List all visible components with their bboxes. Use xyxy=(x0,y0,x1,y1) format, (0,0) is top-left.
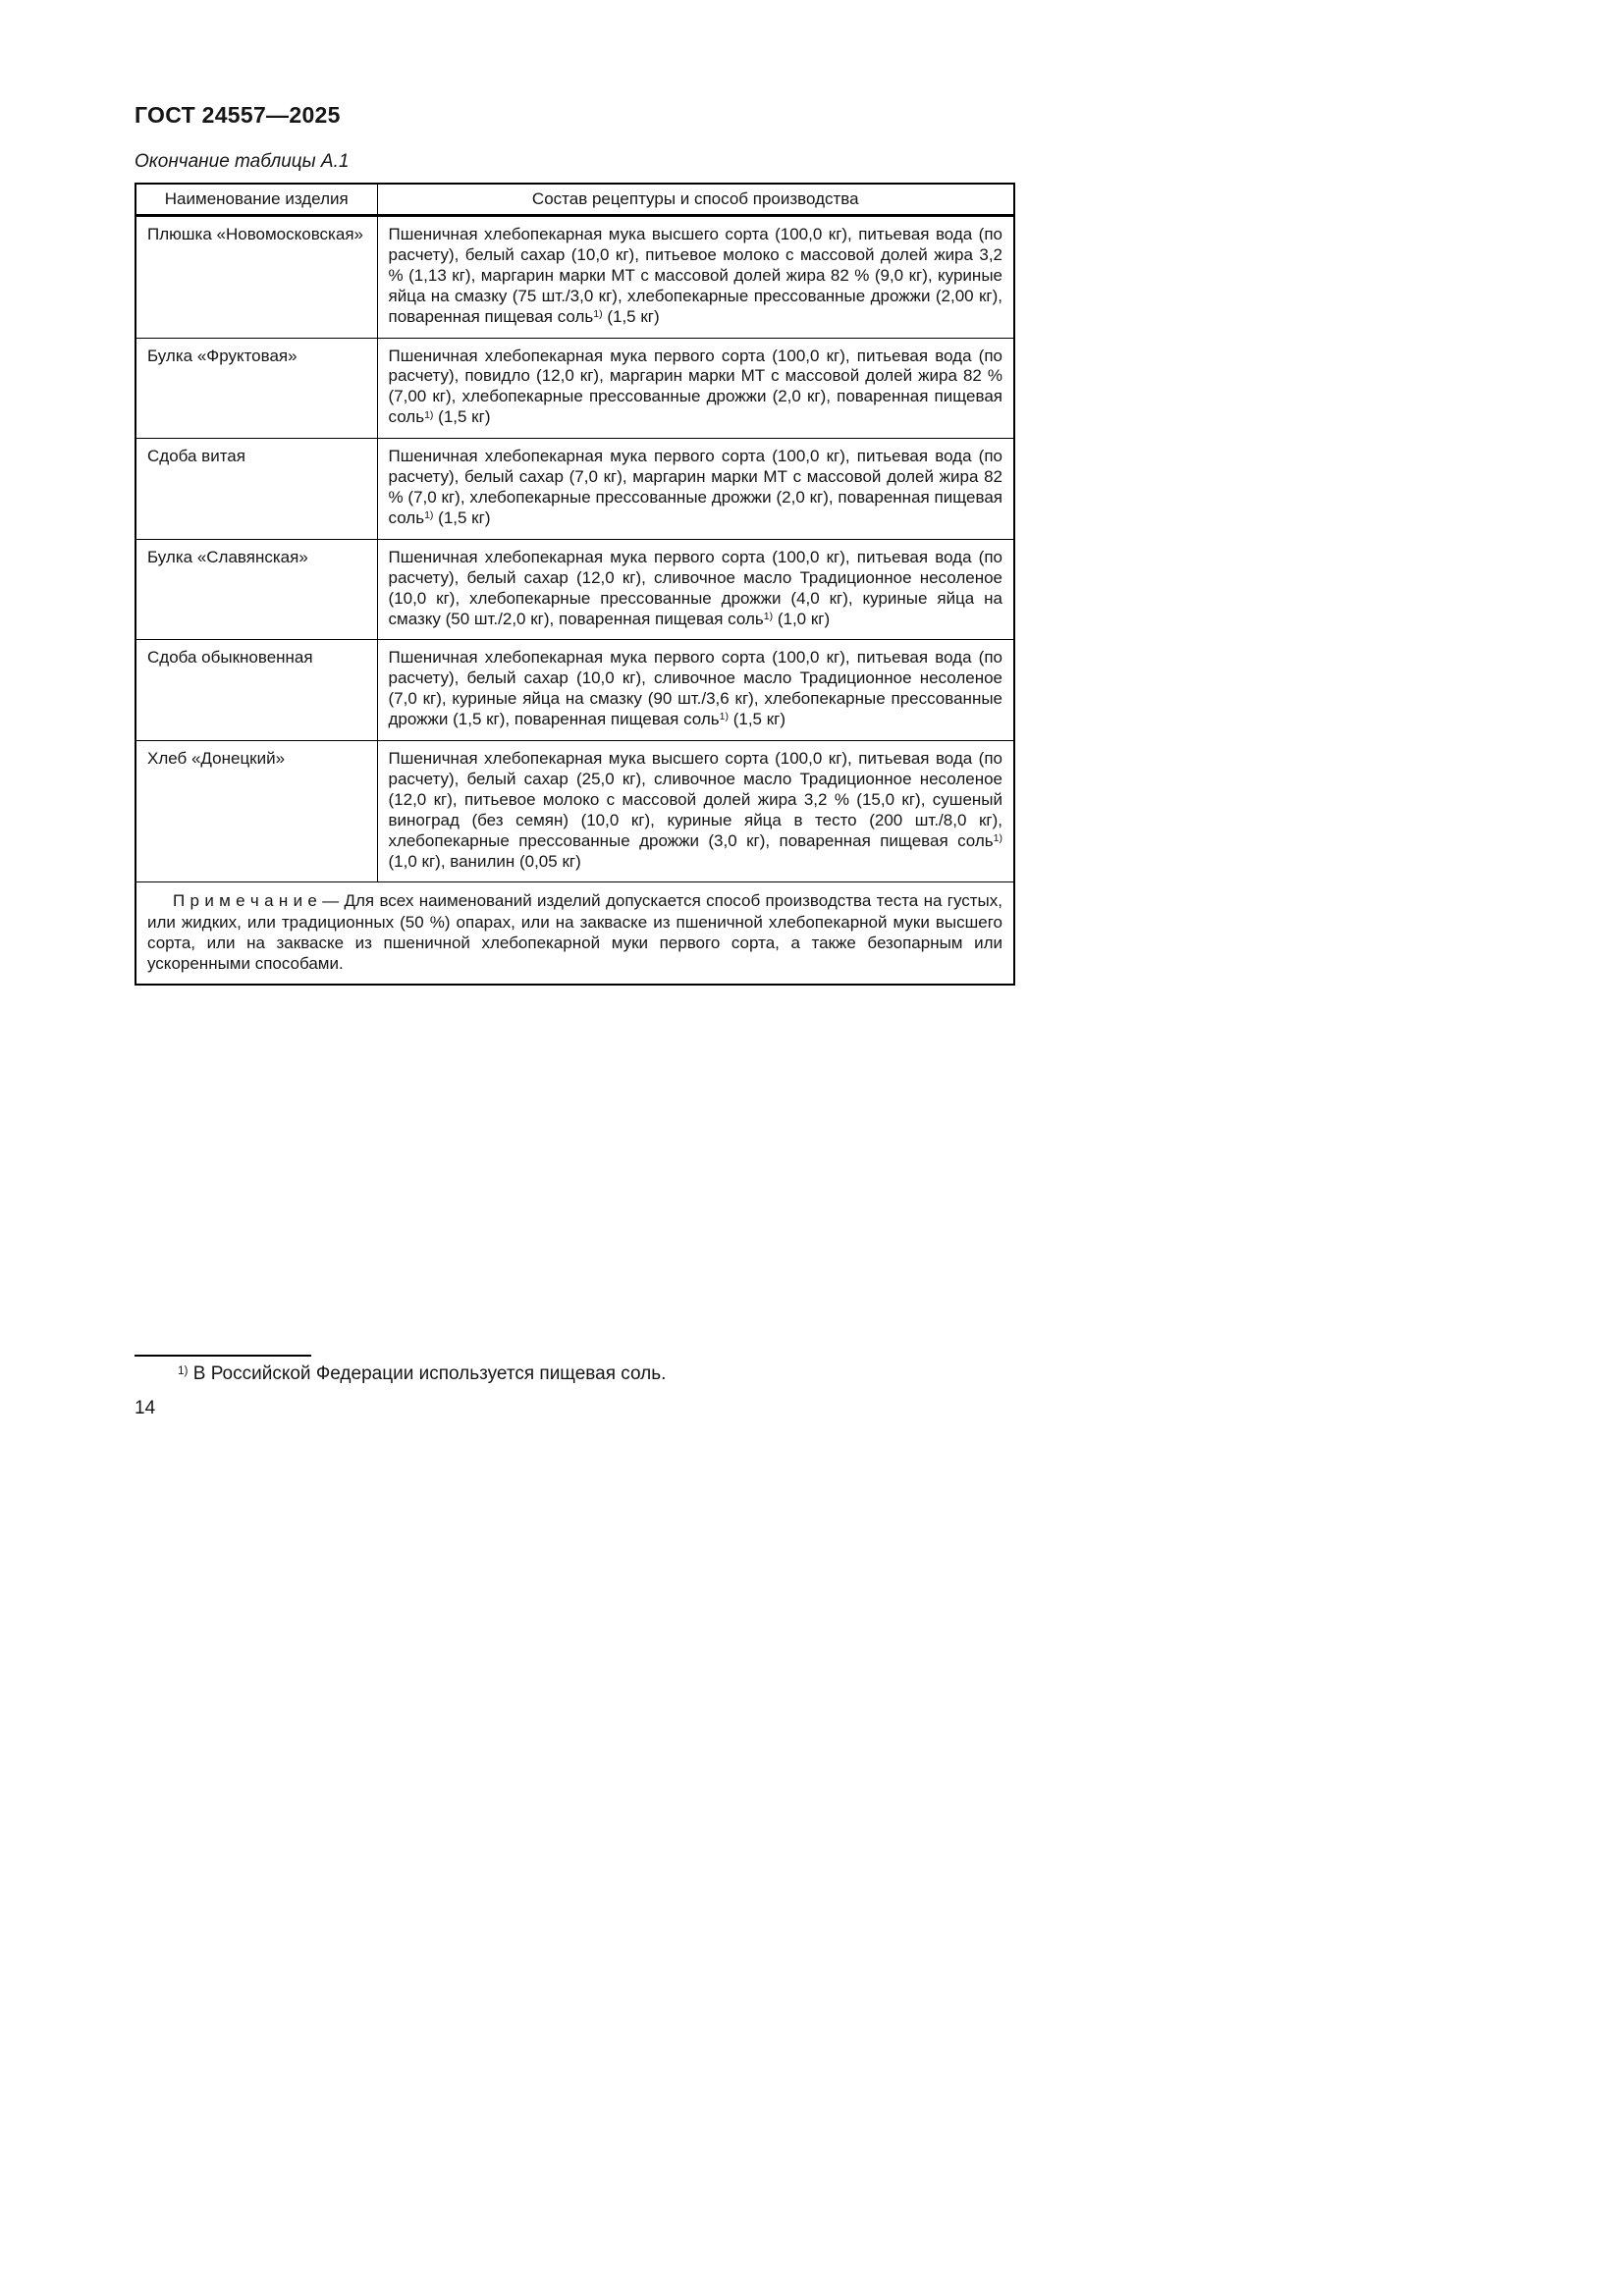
table-row xyxy=(135,539,1014,640)
product-name-cell: Булка «Фруктовая» xyxy=(135,338,377,439)
recipe-text: Пшеничная хлебопекарная мука высшего сорта (100,0 кг), питьевая вода (по расчету), белый сахар (10,0 кг), питьевое молоко с массовой долей жира 3,2 % (1,13 кг), маргарин марки МТ с массовой долей жира 82 % (9,0 кг), куриные яйца на смазку (75 шт./3,0 кг), хлебопекарные прессованные дрожжи (2,00 кг), поваренная пищевая соль xyxy=(388,225,1002,326)
header-row xyxy=(135,184,1014,216)
product-name-cell: Сдоба витая xyxy=(135,439,377,540)
recipe-cell xyxy=(377,741,1014,882)
recipes-table xyxy=(135,183,1015,986)
note-row xyxy=(135,882,1014,985)
table-row xyxy=(135,640,1014,741)
footnote xyxy=(135,1363,1018,1385)
recipe-text: Пшеничная хлебопекарная мука первого сорта (100,0 кг), питьевая вода (по расчету), повидло (12,0 кг), маргарин марки МТ с массовой долей жира 82 % (7,00 кг), хлебопекарные прессованные дрожжи (2,0 кг), поваренная пищевая соль xyxy=(388,346,1002,427)
recipe-text-cont: (1,5 кг) xyxy=(433,507,491,527)
recipe-cell xyxy=(377,338,1014,439)
recipe-text: Пшеничная хлебопекарная мука первого сорта (100,0 кг), питьевая вода (по расчету), белый сахар (10,0 кг), сливочное масло Традиционное несоленое (7,0 кг), куриные яйца на смазку (90 шт./3,6 кг), хлебопекарные прессованные дрожжи (1,5 кг), поваренная пищевая соль xyxy=(388,648,1002,729)
recipe-text: Пшеничная хлебопекарная мука высшего сорта (100,0 кг), питьевая вода (по расчету), белый сахар (25,0 кг), сливочное масло Традиционное несоленое (12,0 кг), питьевое молоко с массовой долей жира 3,2 % (15,0 кг), сушеный виноград (без семян) (10,0 кг), куриные яйца в тесто (200 шт./8,0 кг), хлебопекарные прессованные дрожжи (3,0 кг), поваренная пищевая соль xyxy=(388,749,1002,850)
table-row xyxy=(135,338,1014,439)
table-row xyxy=(135,741,1014,882)
table-caption: Окончание таблицы А.1 xyxy=(135,151,350,172)
footnote-ref: 1) xyxy=(719,711,729,723)
recipe-cell xyxy=(377,216,1014,339)
product-name-cell: Плюшка «Новомосковская» xyxy=(135,216,377,339)
footnote-marker: 1) xyxy=(178,1363,189,1377)
table-container xyxy=(135,183,1015,986)
table-row xyxy=(135,439,1014,540)
table-note-cell xyxy=(135,882,1014,985)
table-note: П р и м е ч а н и е — Для всех наименований изделий допускается способ производства теста на густых, или жидких, или традиционных (50 %) опарах, или на закваске из пшеничной хлебопекарной муки высшего сорта, или на закваске из пшеничной хлебопекарной муки первого сорта, а также безопарным или ускоренными способами. xyxy=(147,891,1002,973)
column-header-product: Наименование изделия xyxy=(135,184,377,216)
recipe-cell xyxy=(377,439,1014,540)
recipe-text: Пшеничная хлебопекарная мука первого сорта (100,0 кг), питьевая вода (по расчету), белый сахар (12,0 кг), сливочное масло Традиционное несоленое (10,0 кг), хлебопекарные прессованные дрожжи (4,0 кг), куриные яйца на смазку (50 шт./2,0 кг), поваренная пищевая соль xyxy=(388,547,1002,628)
recipe-text: Пшеничная хлебопекарная мука первого сорта (100,0 кг), питьевая вода (по расчету), белый сахар (7,0 кг), маргарин марки МТ с массовой долей жира 82 % (7,0 кг), хлебопекарные прессованные дрожжи (2,0 кг), поваренная пищевая соль xyxy=(388,447,1002,527)
footnote-ref: 1) xyxy=(593,307,603,320)
footnote-text: В Российской Федерации используется пищевая соль. xyxy=(192,1363,667,1384)
table-row xyxy=(135,216,1014,339)
column-header-recipe: Состав рецептуры и способ производства xyxy=(377,184,1014,216)
recipe-text-cont: (1,5 кг) xyxy=(602,306,660,326)
product-name-cell: Хлеб «Донецкий» xyxy=(135,741,377,882)
recipe-text-cont: (1,5 кг) xyxy=(729,710,786,729)
footnote-ref: 1) xyxy=(993,831,1002,844)
recipe-text-cont: (1,5 кг) xyxy=(433,407,491,427)
recipe-text-cont: (1,0 кг), ванилин (0,05 кг) xyxy=(388,851,581,871)
footnote-ref: 1) xyxy=(424,408,434,421)
footnote-ref: 1) xyxy=(424,509,434,522)
page-number: 14 xyxy=(135,1398,156,1418)
footnote-ref: 1) xyxy=(763,610,774,622)
recipe-cell xyxy=(377,640,1014,741)
recipe-cell xyxy=(377,539,1014,640)
product-name-cell: Сдоба обыкновенная xyxy=(135,640,377,741)
footnote-divider xyxy=(135,1355,311,1357)
footnote-block xyxy=(135,1355,1018,1385)
recipe-text-cont: (1,0 кг) xyxy=(773,609,831,628)
doc-code: ГОСТ 24557—2025 xyxy=(135,102,341,128)
product-name-cell: Булка «Славянская» xyxy=(135,539,377,640)
